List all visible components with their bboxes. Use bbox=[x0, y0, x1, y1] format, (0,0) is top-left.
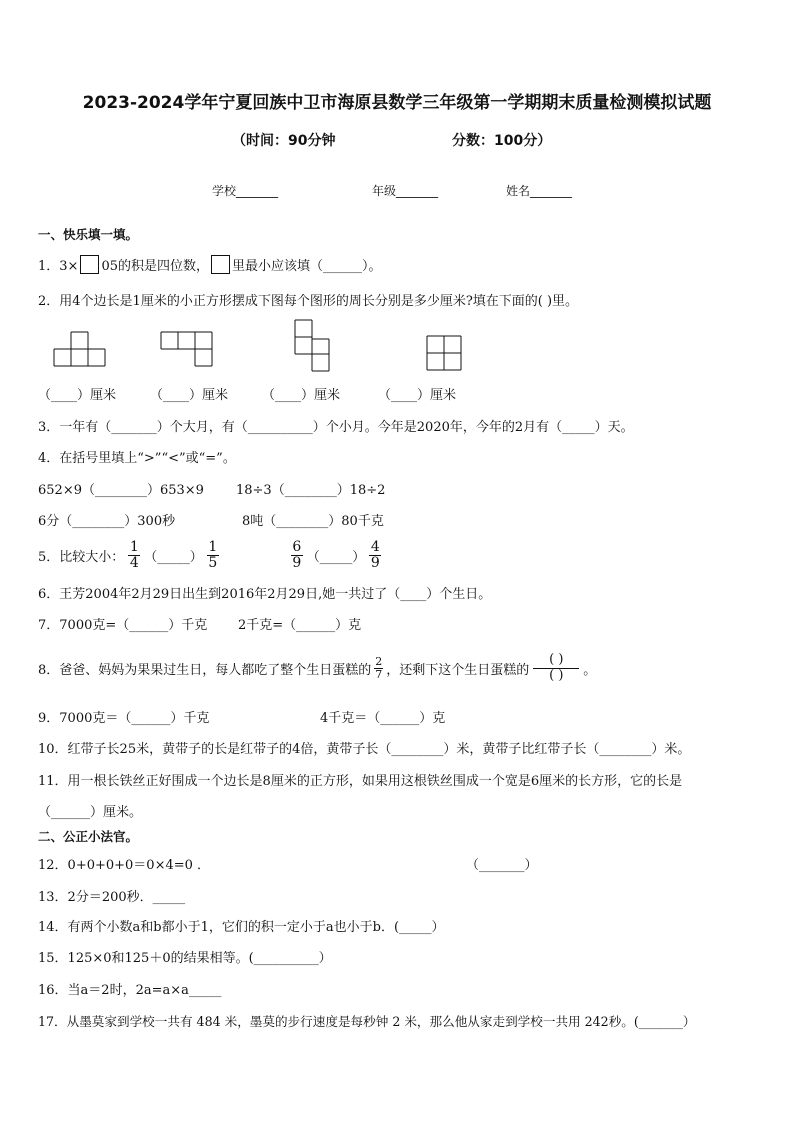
denominator-blank: ( ) bbox=[549, 667, 564, 683]
question-16: 16．当a＝2时，2a=a×a_____ bbox=[38, 983, 222, 998]
q8-text-b: ，还剩下这个生日蛋糕的 bbox=[386, 662, 530, 678]
question-6: 6．王芳2004年2月29日出生到2016年2月29日,她一共过了（____）个生日。 bbox=[38, 587, 492, 602]
question-5 bbox=[38, 535, 385, 575]
school-field: 学校_______ bbox=[212, 184, 279, 198]
time-info: （时间：90分钟 bbox=[232, 133, 336, 149]
question-17: 17．从墨莫家到学校一共有 484 米，墨莫的步行速度是每秒钟 2 米，那么他从家走到学校一共用 242秒。(_______） bbox=[38, 1014, 696, 1029]
blank-box-icon bbox=[80, 255, 99, 274]
q7-part-a: 7．7000克=（______）千克 bbox=[38, 618, 208, 633]
denominator: 7 bbox=[375, 667, 383, 681]
denominator: 9 bbox=[370, 554, 380, 571]
numerator: 2 bbox=[375, 654, 383, 668]
question-10: 10．红带子长25米，黄带子的长是红带子的4倍，黄带子长（________）米，黄带子比红带子长（________）米。 bbox=[38, 742, 691, 757]
question-1 bbox=[38, 255, 382, 274]
score-info: 分数：100分） bbox=[452, 133, 552, 149]
q2-figures bbox=[0, 315, 794, 375]
q4-item-2: 18÷3（________）18÷2 bbox=[236, 483, 386, 498]
q1-text-a: 1．3× bbox=[38, 259, 79, 274]
q5-label: 5．比较大小： bbox=[38, 549, 125, 565]
question-11-line-2: （______）厘米。 bbox=[38, 805, 143, 820]
q9-part-a: 9．7000克＝（______）千克 bbox=[38, 711, 210, 726]
figure-4 bbox=[427, 336, 461, 370]
q4-item-4: 8吨（________）80千克 bbox=[242, 514, 384, 529]
q1-text-c: 里最小应该填（______）。 bbox=[231, 259, 382, 274]
q2-blank-4: （____）厘米 bbox=[378, 388, 457, 403]
fraction bbox=[291, 540, 303, 570]
q9-part-b: 4千克＝（______）克 bbox=[320, 711, 446, 726]
q12-text: 12．0+0+0+0＝0×4=0 ． bbox=[38, 858, 211, 873]
grade-field: 年级_______ bbox=[372, 184, 439, 198]
section-2-heading: 二、公正小法官。 bbox=[38, 829, 139, 844]
name-field: 姓名_______ bbox=[506, 184, 573, 198]
numerator: 1 bbox=[208, 538, 218, 555]
figure-2 bbox=[161, 332, 212, 366]
numerator: 4 bbox=[370, 538, 380, 555]
q2-blank-3: （____）厘米 bbox=[262, 388, 341, 403]
q5-blank: （_____） bbox=[306, 549, 366, 565]
fraction bbox=[207, 540, 219, 570]
q12-blank: （_______） bbox=[466, 858, 538, 873]
question-8 bbox=[38, 646, 596, 690]
q2-blank-1: （____）厘米 bbox=[38, 388, 117, 403]
denominator: 4 bbox=[129, 554, 139, 571]
q1-text-b: 05的积是四位数， bbox=[101, 259, 209, 274]
q5-blank: （_____） bbox=[144, 549, 203, 565]
q2-blank-2: （____）厘米 bbox=[150, 388, 229, 403]
question-3: 3．一年有（_______）个大月，有（__________）个小月。今年是2020年，今年的2月有（_____）天。 bbox=[38, 420, 634, 435]
fraction bbox=[374, 656, 383, 680]
numerator: 6 bbox=[292, 538, 302, 555]
numerator-blank: ( ) bbox=[549, 651, 564, 667]
q7-part-b: 2千克=（______）克 bbox=[238, 618, 362, 633]
denominator: 5 bbox=[208, 554, 218, 571]
blank-box-icon bbox=[211, 255, 230, 274]
numerator: 1 bbox=[129, 538, 139, 555]
question-13: 13．2分＝200秒．_____ bbox=[38, 890, 186, 905]
question-14: 14．有两个小数a和b都小于1，它们的积一定小于a也小于b．(_____） bbox=[38, 920, 445, 935]
page-title: 2023-2024学年宁夏回族中卫市海原县数学三年级第一学期期末质量检测模拟试题 bbox=[82, 93, 712, 113]
fraction bbox=[369, 540, 381, 570]
question-15: 15．125×0和125＋0的结果相等。(__________） bbox=[38, 951, 332, 966]
q8-end: 。 bbox=[583, 662, 597, 678]
q4-item-1: 652×9（________）653×9 bbox=[38, 483, 204, 498]
fraction bbox=[128, 540, 140, 570]
q8-text-a: 8．爸爸、妈妈为果果过生日，每人都吃了整个生日蛋糕的 bbox=[38, 662, 372, 678]
answer-fraction bbox=[533, 653, 579, 684]
question-11-line-1: 11．用一根长铁丝正好围成一个边长是8厘米的正方形，如果用这根铁丝围成一个宽是6厘米的长方形，它的长是 bbox=[38, 774, 683, 789]
question-4: 4．在括号里填上“>”“<”或“=”。 bbox=[38, 451, 236, 466]
denominator: 9 bbox=[292, 554, 302, 571]
question-2: 2．用4个边长是1厘米的小正方形摆成下图每个图形的周长分别是多少厘米?填在下面的( )里。 bbox=[38, 294, 579, 309]
q4-item-3: 6分（________）300秒 bbox=[38, 514, 176, 529]
figure-1 bbox=[54, 332, 105, 366]
figure-3 bbox=[295, 320, 329, 371]
section-1-heading: 一、快乐填一填。 bbox=[38, 227, 139, 242]
